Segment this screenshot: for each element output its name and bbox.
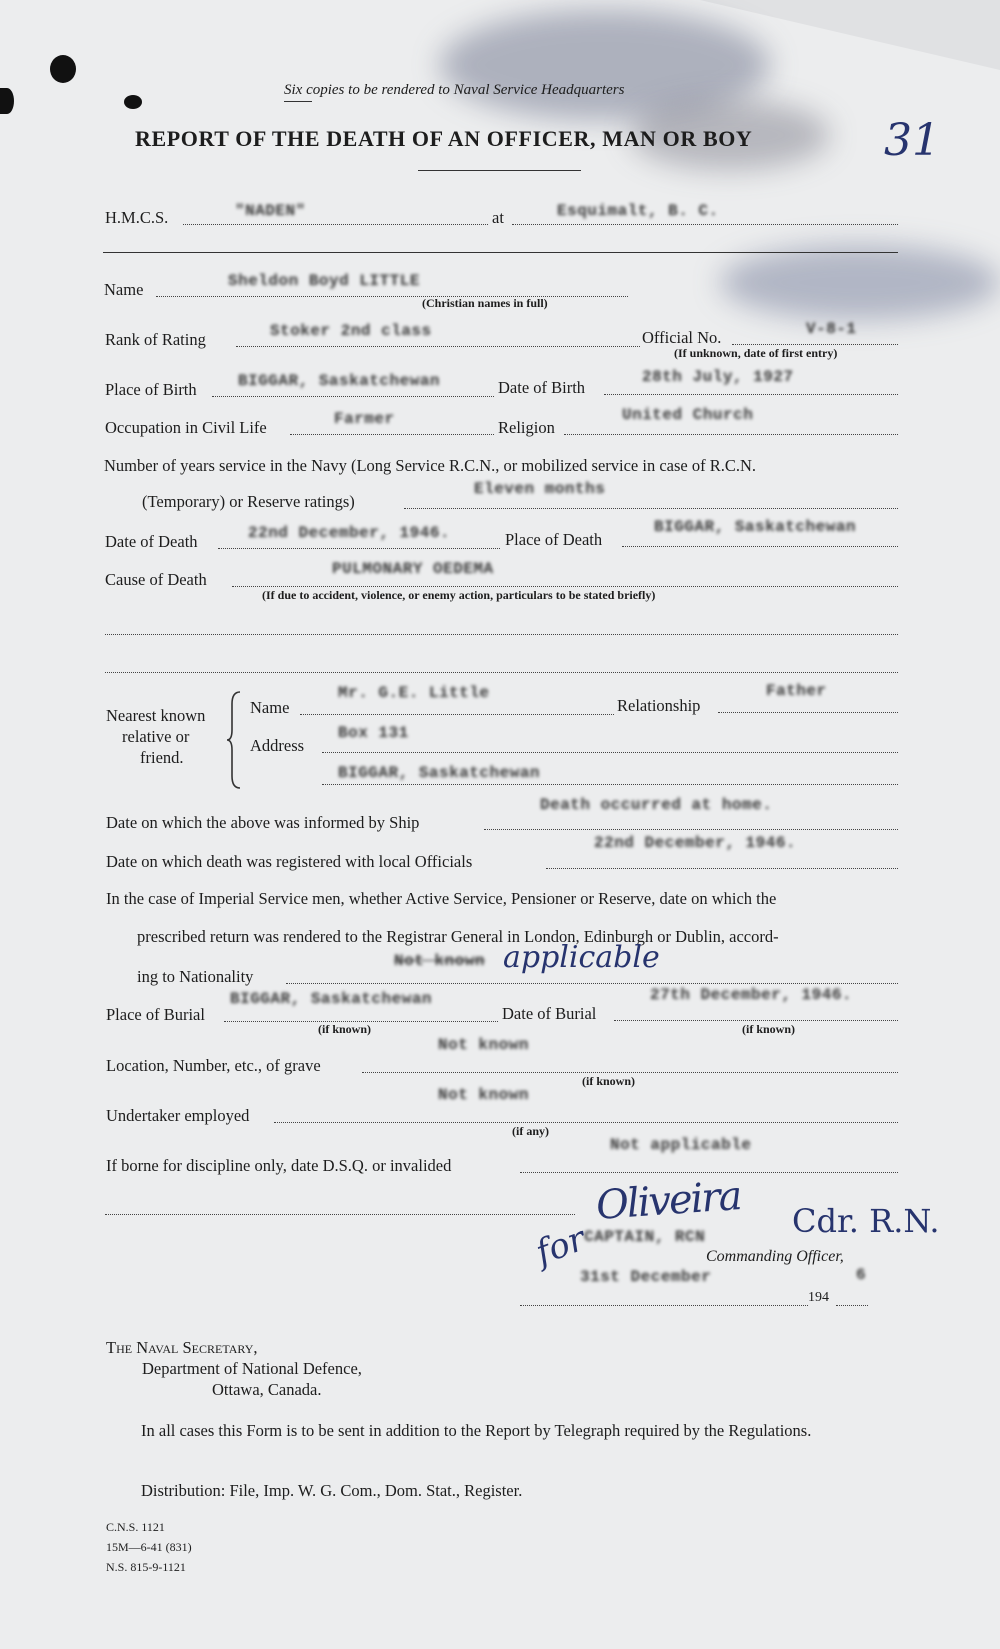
cause-extra-dots-1 xyxy=(105,634,898,635)
service-label-line1: Number of years service in the Navy (Long Service R.C.N., or mobilized service in case of R.C.N. xyxy=(104,456,757,475)
section-rule-1 xyxy=(103,252,898,253)
form-code-2: 15M—6-41 (831) xyxy=(106,1540,192,1554)
address-label: Address xyxy=(250,736,305,755)
cause-of-death-value: PULMONARY OEDEMA xyxy=(332,560,494,578)
signature-rank-handwritten: Cdr. R.N. xyxy=(792,1202,940,1240)
service-dots xyxy=(404,508,898,509)
addressee-line1: The Naval Secretary, xyxy=(106,1338,258,1357)
telegraph-note: In all cases this Form is to be sent in addition to the Report by Telegraph required by the Regulations. xyxy=(141,1421,812,1440)
rank-label: Rank of Rating xyxy=(105,330,206,349)
hmcs-value: "NADEN" xyxy=(235,202,306,220)
place-of-burial-label: Place of Burial xyxy=(106,1005,205,1024)
relative-name-value: Mr. G.E. Little xyxy=(338,684,490,702)
place-of-burial-note: (if known) xyxy=(318,1022,372,1036)
addressee-line2: Department of National Defence, xyxy=(142,1359,362,1378)
signature-typed-title: CAPTAIN, RCN xyxy=(584,1228,706,1246)
relationship-value: Father xyxy=(766,682,827,700)
service-label-line2: (Temporary) or Reserve ratings) xyxy=(142,492,355,511)
address-value-1: Box 131 xyxy=(338,724,409,742)
grave-location-note: (if known) xyxy=(582,1074,636,1088)
address-dots-1 xyxy=(322,752,898,753)
year-digit-value: 6 xyxy=(856,1266,867,1284)
date-of-birth-dots xyxy=(604,394,898,395)
form-code-3: N.S. 815-9-1121 xyxy=(106,1560,186,1574)
discipline-dots xyxy=(520,1172,898,1173)
occupation-dots xyxy=(290,434,494,435)
undertaker-dots xyxy=(274,1122,898,1123)
place-of-death-dots xyxy=(622,546,898,547)
name-note: (Christian names in full) xyxy=(422,296,548,310)
date-of-burial-note: (if known) xyxy=(742,1022,796,1036)
official-no-note: (If unknown, date of first entry) xyxy=(674,346,838,360)
grave-location-label: Location, Number, etc., of grave xyxy=(106,1056,321,1075)
year-prefix-label: 194 xyxy=(808,1290,829,1305)
service-value: Eleven months xyxy=(474,480,606,498)
informed-label: Date on which the above was informed by Ship xyxy=(106,813,420,832)
copies-note: Six copies to be rendered to Naval Service Headquarters xyxy=(284,82,625,98)
imperial-label-line2: prescribed return was rendered to the Registrar General in London, Edinburgh or Dublin, accord- xyxy=(137,927,779,946)
registered-value: 22nd December, 1946. xyxy=(594,834,797,852)
title-underline xyxy=(418,170,581,171)
name-label: Name xyxy=(104,280,144,299)
date-of-death-label: Date of Death xyxy=(105,532,198,551)
place-of-birth-label: Place of Birth xyxy=(105,380,197,399)
date-of-death-value: 22nd December, 1946. xyxy=(248,524,451,542)
date-of-burial-value: 27th December, 1946. xyxy=(650,986,853,1004)
address-value-2: BIGGAR, Saskatchewan xyxy=(338,764,541,782)
nationality-dots xyxy=(286,983,898,984)
undertaker-value: Not known xyxy=(438,1086,529,1104)
rank-value: Stoker 2nd class xyxy=(270,322,432,340)
date-of-burial-label: Date of Burial xyxy=(502,1004,597,1023)
punch-hole-2 xyxy=(0,88,14,114)
place-of-birth-value: BIGGAR, Saskatchewan xyxy=(238,372,441,390)
official-no-value: V-8-1 xyxy=(806,320,857,338)
cause-of-death-dots xyxy=(232,586,898,587)
relative-name-label: Name xyxy=(250,698,290,717)
informed-value: Death occurred at home. xyxy=(540,796,773,814)
year-dots xyxy=(836,1305,868,1306)
hmcs-label: H.M.C.S. xyxy=(105,208,169,227)
undertaker-note: (if any) xyxy=(512,1124,549,1138)
form-code-1: C.N.S. 1121 xyxy=(106,1520,165,1534)
place-of-death-label: Place of Death xyxy=(505,530,603,549)
date-of-death-dots xyxy=(218,548,500,549)
religion-label: Religion xyxy=(498,418,555,437)
imperial-label-line3: ing to Nationality xyxy=(137,967,254,986)
copies-note-underline xyxy=(284,101,312,102)
ink-smear-right xyxy=(720,245,1000,320)
discipline-label: If borne for discipline only, date D.S.Q. or invalided xyxy=(106,1156,452,1175)
hmcs-dots xyxy=(183,224,488,225)
address-dots-2 xyxy=(322,784,898,785)
distribution-line: Distribution: File, Imp. W. G. Com., Dom. Stat., Register. xyxy=(141,1481,523,1500)
informed-dots xyxy=(484,829,898,830)
cause-of-death-label: Cause of Death xyxy=(105,570,207,589)
place-of-birth-dots xyxy=(212,396,494,397)
nationality-typed-value: Not known xyxy=(394,952,485,970)
commanding-officer-label: Commanding Officer, xyxy=(706,1248,844,1265)
date-signed-value: 31st December xyxy=(580,1268,712,1286)
cause-note: (If due to accident, violence, or enemy action, particulars to be stated briefly) xyxy=(262,588,656,602)
nearest-relative-brace xyxy=(226,690,244,790)
addressee-line3: Ottawa, Canada. xyxy=(212,1380,322,1399)
at-dots xyxy=(512,224,898,225)
signature-scrawl: Oliveira xyxy=(594,1173,742,1229)
discipline-value: Not applicable xyxy=(610,1136,752,1154)
official-no-dots xyxy=(732,344,898,345)
nearest-relative-label-2: relative or xyxy=(122,727,190,746)
date-of-birth-label: Date of Birth xyxy=(498,378,586,397)
date-signed-dots xyxy=(520,1305,808,1306)
signature-for-handwritten: for xyxy=(530,1218,591,1274)
religion-dots xyxy=(564,434,898,435)
nearest-relative-label-1: Nearest known xyxy=(106,706,206,725)
religion-value: United Church xyxy=(622,406,754,424)
grave-location-dots xyxy=(362,1072,898,1073)
rank-dots xyxy=(236,346,640,347)
ink-dot xyxy=(124,95,142,109)
handwritten-file-number: 31 xyxy=(884,115,940,166)
signature-left-dots xyxy=(105,1214,575,1215)
place-of-death-value: BIGGAR, Saskatchewan xyxy=(654,518,857,536)
cause-extra-dots-2 xyxy=(105,672,898,673)
registered-dots xyxy=(546,868,898,869)
punch-hole-1 xyxy=(50,55,76,83)
nearest-relative-label-3: friend. xyxy=(140,748,184,767)
grave-location-value: Not known xyxy=(438,1036,529,1054)
name-value: Sheldon Boyd LITTLE xyxy=(228,272,420,290)
relative-name-dots xyxy=(300,714,614,715)
nationality-handwritten-value: applicable xyxy=(503,940,660,975)
date-of-burial-dots xyxy=(614,1020,898,1021)
page-title: REPORT OF THE DEATH OF AN OFFICER, MAN OR BOY xyxy=(135,126,753,151)
name-dots xyxy=(156,296,628,297)
occupation-label: Occupation in Civil Life xyxy=(105,418,267,437)
relationship-dots xyxy=(718,712,898,713)
occupation-value: Farmer xyxy=(334,410,395,428)
official-no-label: Official No. xyxy=(642,328,722,347)
place-of-burial-value: BIGGAR, Saskatchewan xyxy=(230,990,433,1008)
at-value: Esquimalt, B. C. xyxy=(557,202,719,220)
imperial-label-line1: In the case of Imperial Service men, whether Active Service, Pensioner or Reserve, date on which the xyxy=(106,889,777,908)
date-of-birth-value: 28th July, 1927 xyxy=(642,368,794,386)
relationship-label: Relationship xyxy=(617,696,701,715)
registered-label: Date on which death was registered with local Officials xyxy=(106,852,473,871)
undertaker-label: Undertaker employed xyxy=(106,1106,250,1125)
at-label: at xyxy=(492,208,504,227)
